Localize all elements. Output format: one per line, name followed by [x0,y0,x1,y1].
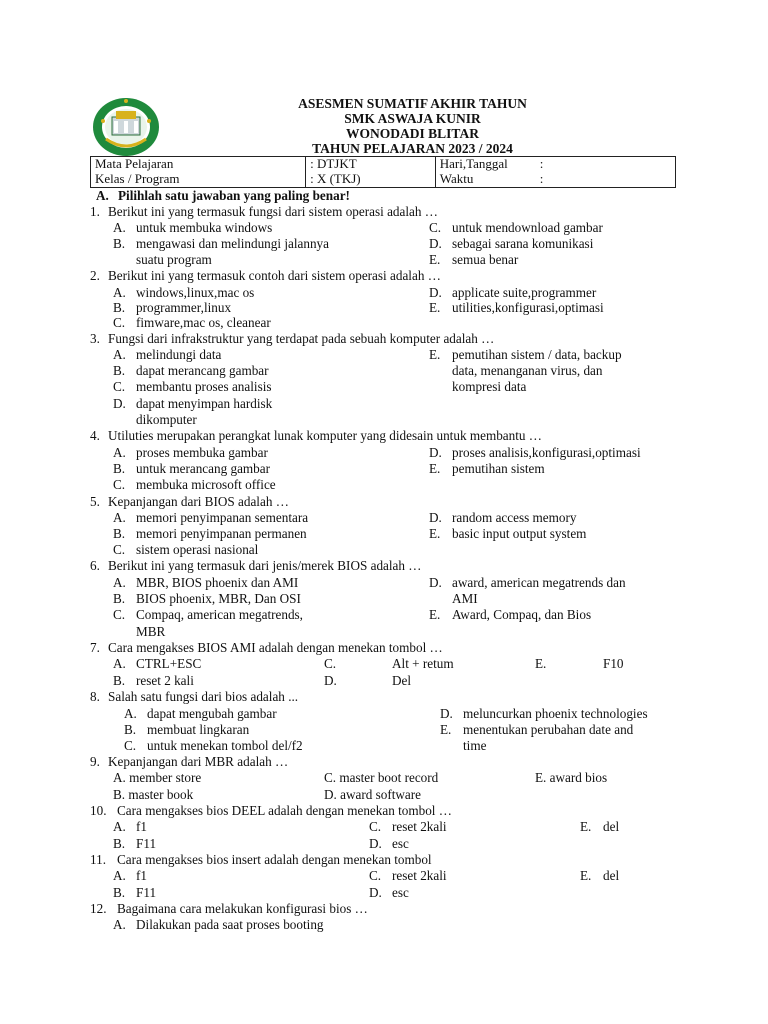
option-text: programmer,linux [136,300,232,315]
option-text: menentukan perubahan date and [463,722,634,737]
option-a: A. member store [113,770,202,785]
option-b: B. F11 [113,885,157,900]
question-number: 5. [90,494,100,509]
option-a: A. proses membuka gambar [113,445,268,460]
section-instruction [96,188,350,204]
option-text: award, american megatrends dan [452,575,626,590]
option-b: B. reset 2 kali [113,673,194,688]
day-date-label: Hari,Tanggal [439,156,508,171]
option-e: E. basic input output system [429,526,587,541]
option-text: untuk merancang gambar [136,461,271,476]
option-text: pemutihan sistem / data, backup [452,347,622,362]
question-text: Berikut ini yang termasuk contoh dari sistem operasi adalah … [108,268,441,283]
option-a: A. Dilakukan pada saat proses booting [113,917,324,932]
option-d: D. meluncurkan phoenix technologies [440,706,648,721]
option-a: A. dapat mengubah gambar [124,706,277,721]
option-b: B. programmer,linux [113,300,232,315]
option-a: A. memori penyimpanan sementara [113,510,309,525]
question-8 [90,689,298,705]
instruction-text: Pilihlah satu jawaban yang paling benar! [118,188,350,203]
option-text: esc [392,885,409,900]
option-e: E. pemutihan sistem / data, backup [429,347,622,362]
option-text: f1 [136,868,147,883]
option-e-continued: kompresi data [452,379,527,394]
option-text: untuk mendownload gambar [452,220,603,235]
option-text: melindungi data [136,347,222,362]
option-c: C. membuka microsoft office [113,477,276,492]
option-e: E. semua benar [429,252,519,267]
option-a: A. CTRL+ESC [113,656,202,671]
option-text: f1 [136,819,147,834]
question-number: 12. [90,901,107,916]
option-text: Award, Compaq, dan Bios [452,607,592,622]
option-b: B. mengawasi dan melindungi jalannya [113,236,329,251]
table-row [91,172,676,188]
option-text: random access memory [452,510,577,525]
time-cell [435,172,675,188]
question-text: Utiluties merupakan perangkat lunak komputer yang didesain untuk membantu … [108,428,542,443]
question-9 [90,754,288,770]
option-text: F10 [603,656,624,671]
option-text: reset 2kali [392,819,447,834]
option-text: fimware,mac os, cleanear [136,315,271,330]
option-d: D. sebagai sarana komunikasi [429,236,594,251]
option-a: A. f1 [113,868,147,883]
option-text: sistem operasi nasional [136,542,259,557]
option-d: D. award, american megatrends dan [429,575,626,590]
option-e: E. F10 [535,656,624,671]
question-text: Bagaimana cara melakukan konfigurasi bios … [117,901,368,916]
option-text: sebagai sarana komunikasi [452,236,594,251]
option-b: B. F11 [113,836,157,851]
question-number: 7. [90,640,100,655]
option-a: A. melindungi data [113,347,222,362]
time-label: Waktu [439,171,474,186]
option-text: semua benar [452,252,519,267]
day-date-cell [435,157,675,173]
option-e: E. del [580,819,620,834]
day-date-value: : [539,156,544,171]
question-1 [90,204,438,220]
option-text: pemutihan sistem [452,461,545,476]
question-text: Cara mengakses BIOS AMI adalah dengan menekan tombol … [108,640,443,655]
question-text: Cara mengakses bios insert adalah dengan menekan tombol [117,852,432,867]
option-text: Dilakukan pada saat proses booting [136,917,324,932]
option-e: E. Award, Compaq, dan Bios [429,607,592,622]
option-e: E. menentukan perubahan date and [440,722,634,737]
option-text: CTRL+ESC [136,656,202,671]
option-text: proses membuka gambar [136,445,268,460]
option-c: C. Compaq, american megatrends, [113,607,303,622]
option-c: C. untuk menekan tombol del/f2 [124,738,303,753]
option-e: E. del [580,868,620,883]
option-text: reset 2 kali [136,673,194,688]
option-text: mengawasi dan melindungi jalannya [136,236,329,251]
option-a: A. MBR, BIOS phoenix dan AMI [113,575,299,590]
option-text: reset 2kali [392,868,447,883]
option-b: B. BIOS phoenix, MBR, Dan OSI [113,591,301,606]
class-label: Kelas / Program [91,172,306,188]
question-text: Berikut ini yang termasuk dari jenis/merek BIOS adalah … [108,558,422,573]
option-c: C. sistem operasi nasional [113,542,259,557]
option-c: C. fimware,mac os, cleanear [113,315,271,330]
question-number: 4. [90,428,100,443]
school-year: TAHUN PELAJARAN 2023 / 2024 [312,141,513,156]
option-d: D. esc [369,836,409,851]
option-text: del [603,819,620,834]
option-text: F11 [136,836,157,851]
question-number: 9. [90,754,100,769]
option-d: D. award software [324,787,422,802]
option-text: proses analisis,konfigurasi,optimasi [452,445,641,460]
option-text: F11 [136,885,157,900]
question-10 [90,803,452,819]
option-text: memori penyimpanan sementara [136,510,309,525]
question-text: Kepanjangan dari BIOS adalah … [108,494,289,509]
option-d: D. applicate suite,programmer [429,285,597,300]
question-4 [90,428,542,444]
option-d: D. proses analisis,konfigurasi,optimasi [429,445,641,460]
question-number: 3. [90,331,100,346]
option-d: D. random access memory [429,510,577,525]
option-c: C. untuk mendownload gambar [429,220,603,235]
question-number: 2. [90,268,100,283]
question-2 [90,268,441,284]
option-text: dapat menyimpan hardisk [136,396,273,411]
question-6 [90,558,422,574]
school-emblem-icon [92,97,160,157]
option-d: D. esc [369,885,409,900]
option-d: D. Del [324,673,412,688]
option-text: BIOS phoenix, MBR, Dan OSI [136,591,301,606]
question-number: 1. [90,204,100,219]
option-c: C. reset 2kali [369,819,447,834]
option-e-continued: data, menanganan virus, dan [452,363,603,378]
subject-value: : DTJKT [306,157,436,173]
option-text: basic input output system [452,526,587,541]
question-5 [90,494,289,510]
option-text: untuk menekan tombol del/f2 [147,738,303,753]
option-e-continued: time [463,738,487,753]
option-text: dapat mengubah gambar [147,706,277,721]
option-d: D. dapat menyimpan hardisk [113,396,273,411]
option-text: esc [392,836,409,851]
option-text: Del [392,673,412,688]
question-number: 8. [90,689,100,704]
option-text: membuat lingkaran [147,722,250,737]
option-a: A. windows,linux,mac os [113,285,255,300]
exam-title: ASESMEN SUMATIF AKHIR TAHUN [298,96,527,111]
option-text: applicate suite,programmer [452,285,597,300]
time-value: : [539,171,544,186]
option-text: membantu proses analisis [136,379,272,394]
identity-table [90,156,676,188]
question-text: Berikut ini yang termasuk fungsi dari sistem operasi adalah … [108,204,438,219]
subject-label: Mata Pelajaran [91,157,306,173]
exam-header [240,96,585,156]
option-text: utilities,konfigurasi,optimasi [452,300,604,315]
option-text: untuk membuka windows [136,220,273,235]
option-b: B. master book [113,787,194,802]
option-e: E. award bios [535,770,608,785]
question-7 [90,640,443,656]
school-name: SMK ASWAJA KUNIR [344,111,481,126]
question-text: Cara mengakses bios DEEL adalah dengan menekan tombol … [117,803,452,818]
table-row [91,157,676,173]
option-b: B. memori penyimpanan permanen [113,526,307,541]
option-c: C. reset 2kali [369,868,447,883]
section-letter: A. [96,188,109,203]
option-b: B. membuat lingkaran [124,722,250,737]
option-e: E. pemutihan sistem [429,461,545,476]
option-c-continued: MBR [136,624,166,639]
option-text: memori penyimpanan permanen [136,526,307,541]
school-location: WONODADI BLITAR [346,126,479,141]
option-text: Alt + retum [392,656,454,671]
question-text: Kepanjangan dari MBR adalah … [108,754,289,769]
option-a: A. untuk membuka windows [113,220,273,235]
question-11 [90,852,432,868]
option-text: MBR, BIOS phoenix dan AMI [136,575,299,590]
option-b-continued: suatu program [136,252,212,267]
question-text: Salah satu fungsi dari bios adalah ... [108,689,299,704]
class-value: : X (TKJ) [306,172,436,188]
question-text: Fungsi dari infrakstruktur yang terdapat pada sebuah komputer adalah … [108,331,495,346]
question-12 [90,901,368,917]
option-c: C. Alt + retum [324,656,454,671]
option-text: windows,linux,mac os [136,285,255,300]
option-text: Compaq, american megatrends, [136,607,303,622]
option-b: B. untuk merancang gambar [113,461,271,476]
option-b: B. dapat merancang gambar [113,363,269,378]
option-c: C. master boot record [324,770,439,785]
question-number: 10. [90,803,107,818]
question-number: 11. [90,852,106,867]
option-text: meluncurkan phoenix technologies [463,706,648,721]
option-text: dapat merancang gambar [136,363,269,378]
question-3 [90,331,494,347]
option-text: membuka microsoft office [136,477,276,492]
option-d-continued: dikomputer [136,412,197,427]
option-a: A. f1 [113,819,147,834]
question-number: 6. [90,558,100,573]
option-e: E. utilities,konfigurasi,optimasi [429,300,604,315]
option-c: C. membantu proses analisis [113,379,272,394]
option-text: del [603,868,620,883]
option-d-continued: AMI [452,591,478,606]
